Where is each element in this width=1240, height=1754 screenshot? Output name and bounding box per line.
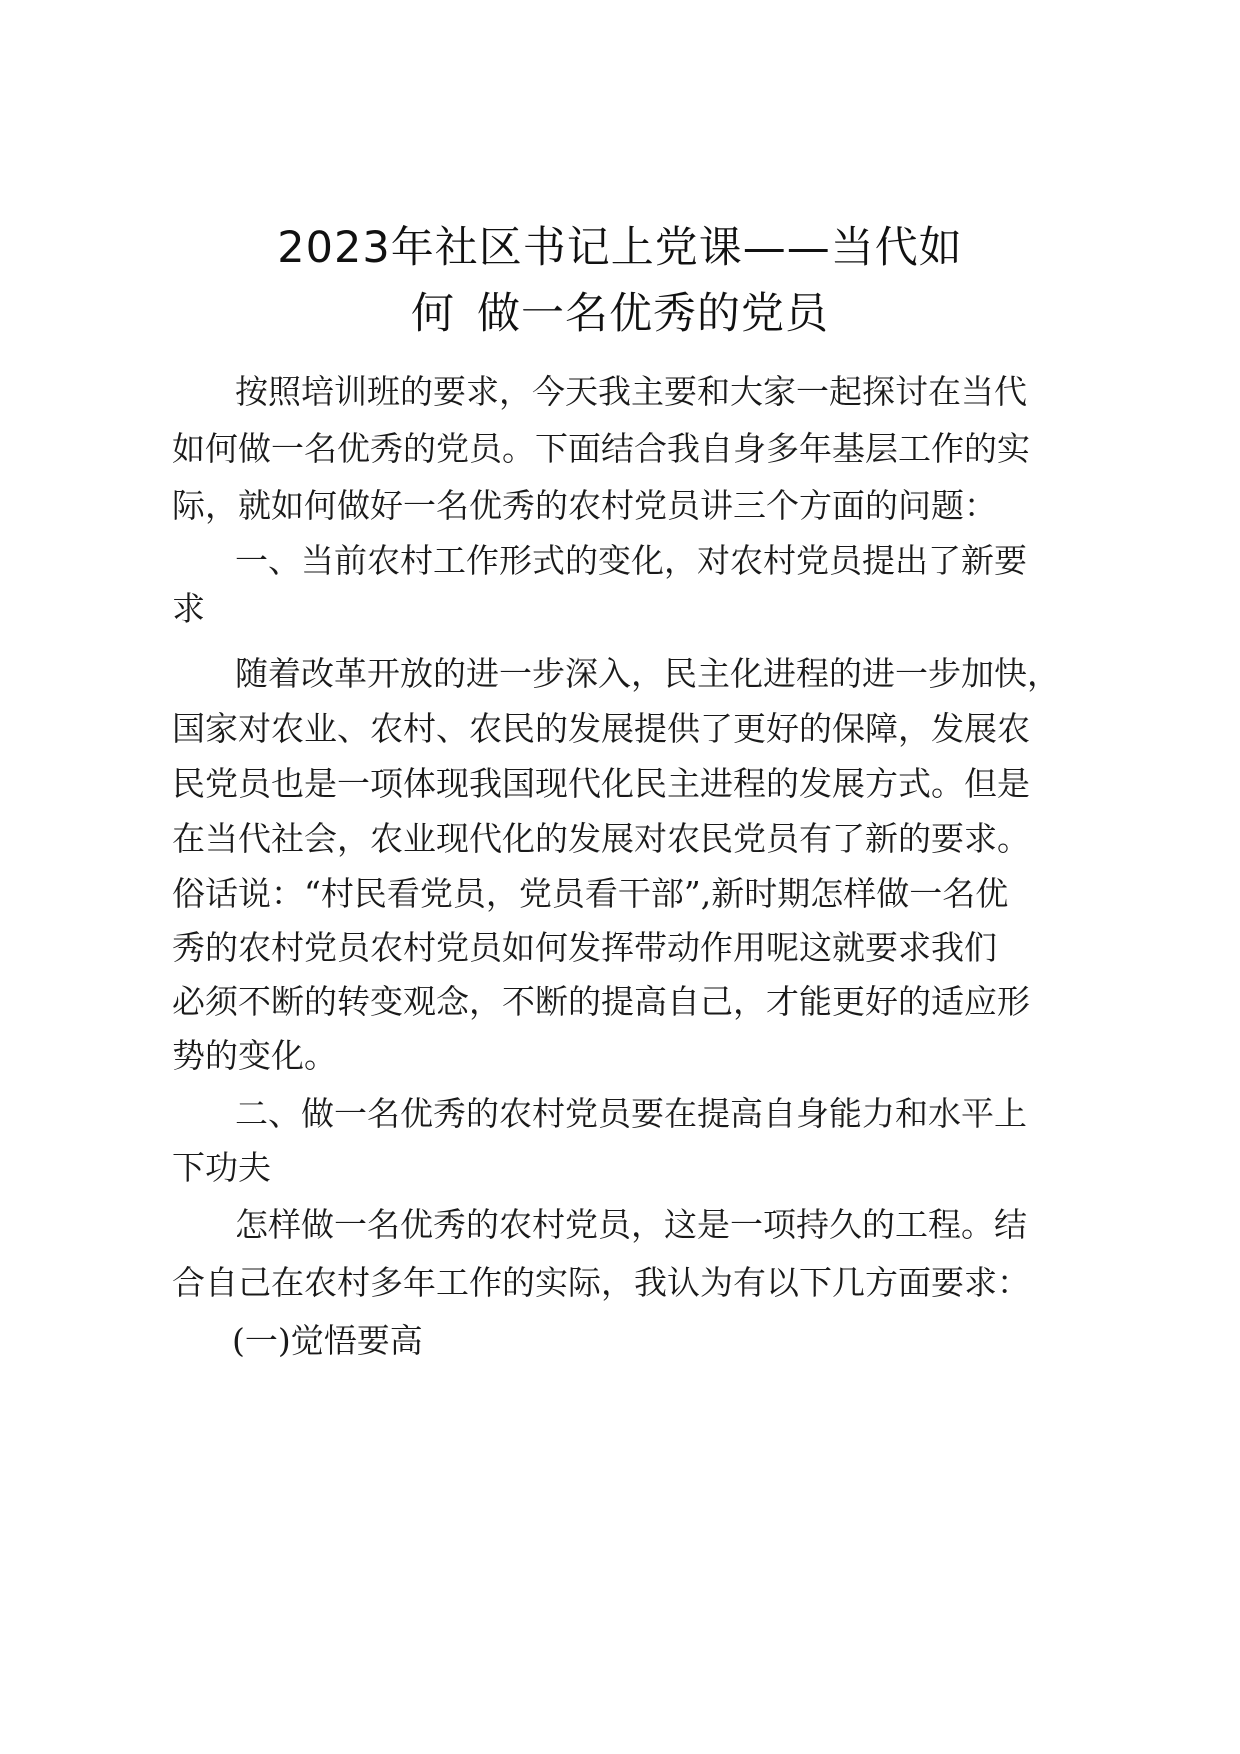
paragraph-2-line-4: 在当代社会，农业现代化的发展对农民党员有了新的要求。 (172, 819, 1030, 858)
paragraph-3-line-2: 合自己在农村多年工作的实际，我认为有以下几方面要求： (172, 1263, 1030, 1302)
paragraph-2-line-5: 俗话说：“村民看党员，党员看干部”,新时期怎样做一名优 (172, 874, 1009, 913)
paragraph-1-line-1: 按照培训班的要求，今天我主要和大家一起探讨在当代 (235, 372, 1027, 411)
paragraph-2-line-7: 必须不断的转变观念，不断的提高自己，才能更好的适应形 (172, 982, 1030, 1021)
document-title-line-2 (0, 284, 1240, 344)
document-title-line-2-part-a: 何 (411, 289, 455, 339)
section-heading-1-line-2: 求 (172, 589, 205, 628)
paragraph-1-line-2: 如何做一名优秀的党员。下面结合我自身多年基层工作的实 (172, 429, 1030, 468)
paragraph-3-line-1: 怎样做一名优秀的农村党员，这是一项持久的工程。结 (235, 1205, 1027, 1244)
section-heading-2-line-1: 二、做一名优秀的农村党员要在提高自身能力和水平上 (235, 1094, 1027, 1133)
sub-heading-1: (一)觉悟要高 (232, 1321, 423, 1360)
document-title-line-1: 2023年社区书记上党课——当代如 (277, 223, 963, 273)
paragraph-2-line-3: 民党员也是一项体现我国现代化民主进程的发展方式。但是 (172, 764, 1030, 803)
paragraph-1-line-3: 际，就如何做好一名优秀的农村党员讲三个方面的问题： (172, 486, 997, 525)
document-title-line-2-part-b: 做一名优秀的党员 (477, 289, 829, 339)
paragraph-2-line-6: 秀的农村党员农村党员如何发挥带动作用呢这就要求我们 (172, 928, 997, 967)
section-heading-1-line-1: 一、当前农村工作形式的变化，对农村党员提出了新要 (235, 541, 1027, 580)
paragraph-2-line-8: 势的变化。 (172, 1036, 337, 1075)
paragraph-2-line-1: 随着改革开放的进一步深入，民主化进程的进一步加快， (235, 654, 1060, 693)
section-heading-2-line-2: 下功夫 (172, 1148, 271, 1187)
paragraph-2-line-2: 国家对农业、农村、农民的发展提供了更好的保障，发展农 (172, 709, 1030, 748)
